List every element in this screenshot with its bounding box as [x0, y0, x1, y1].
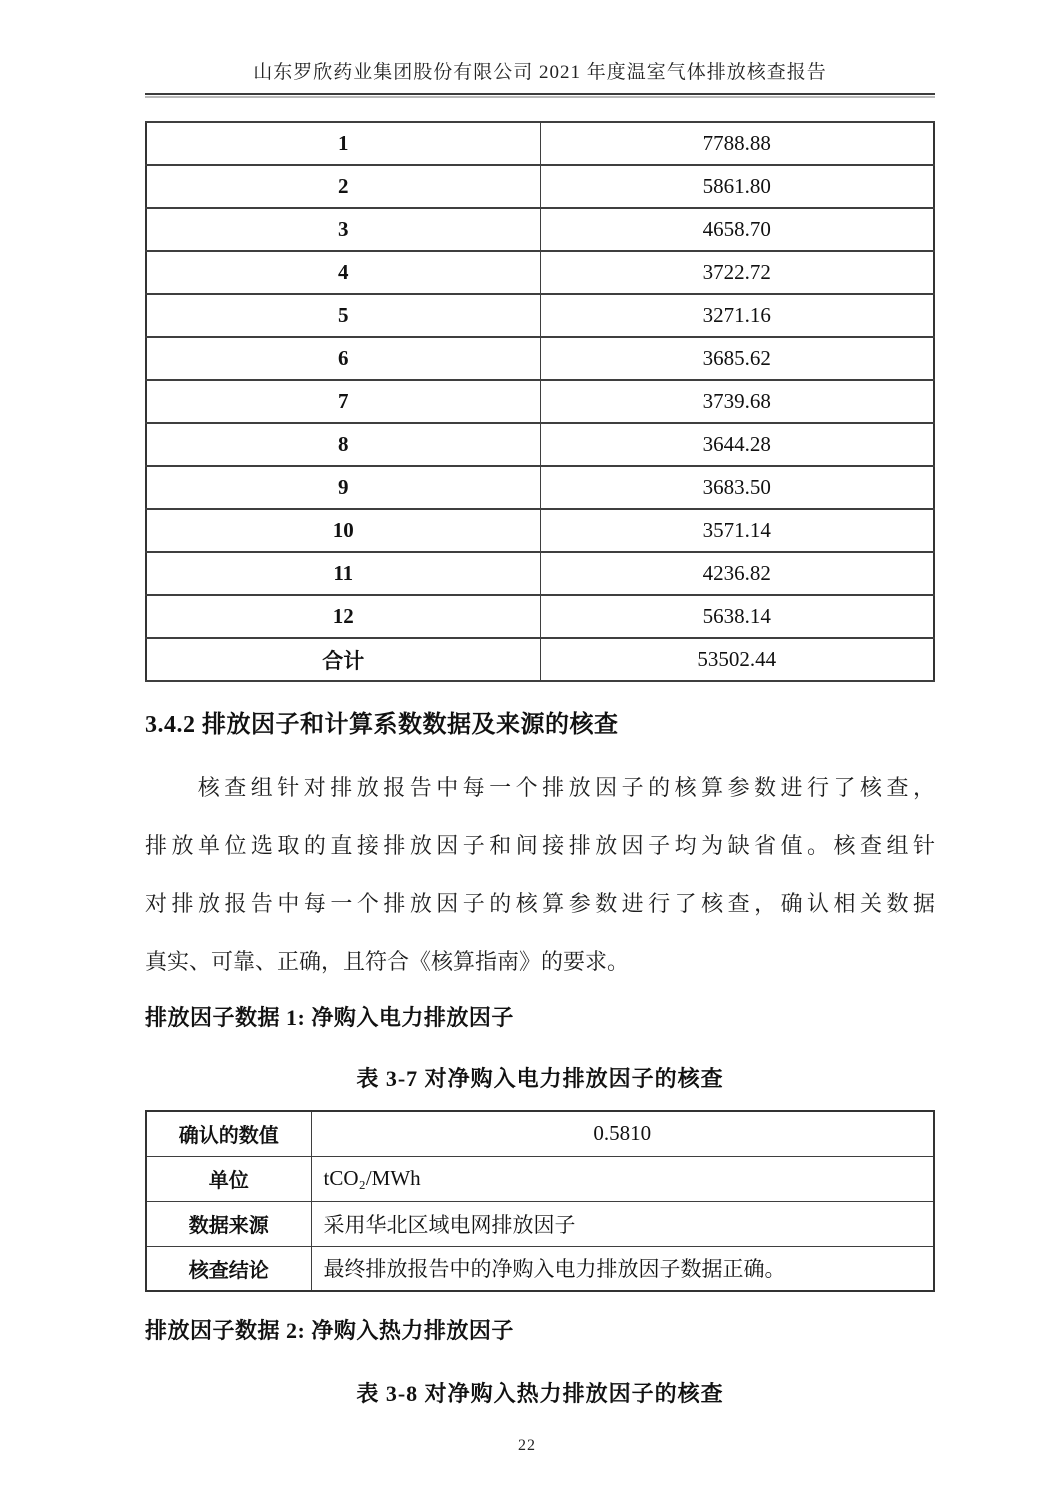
factor-row-value-cell: 最终排放报告中的净购入电力排放因子数据正确。 — [311, 1246, 934, 1291]
month-label-cell: 7 — [146, 380, 540, 423]
page-number: 22 — [518, 1437, 536, 1454]
factor1-label: 排放因子数据 1: 净购入电力排放因子 — [145, 1005, 514, 1030]
factor-row-label-cell: 核查结论 — [146, 1246, 311, 1291]
month-label-cell: 4 — [146, 251, 540, 294]
monthly-table-row — [146, 466, 934, 509]
month-value-cell: 3271.16 — [540, 294, 934, 337]
paragraph-line: 真实、可靠、正确，且符合《核算指南》的要求。 — [145, 949, 630, 974]
month-label-cell: 2 — [146, 165, 540, 208]
month-label-cell: 5 — [146, 294, 540, 337]
month-label-cell: 1 — [146, 122, 540, 165]
month-value-cell: 3739.68 — [540, 380, 934, 423]
header-rule — [145, 93, 935, 95]
factor-table-row — [146, 1201, 934, 1246]
factor-table-row — [146, 1156, 934, 1201]
month-value-cell: 5861.80 — [540, 165, 934, 208]
monthly-table-row — [146, 294, 934, 337]
month-value-cell: 4236.82 — [540, 552, 934, 595]
monthly-table-row — [146, 165, 934, 208]
monthly-table-row — [146, 208, 934, 251]
month-label-cell: 11 — [146, 552, 540, 595]
factor2-label: 排放因子数据 2: 净购入热力排放因子 — [145, 1318, 514, 1343]
month-value-cell: 7788.88 — [540, 122, 934, 165]
month-label-cell: 3 — [146, 208, 540, 251]
month-value-cell: 4658.70 — [540, 208, 934, 251]
monthly-table-body — [146, 122, 934, 681]
monthly-table-row — [146, 595, 934, 638]
electricity-factor-table — [145, 1110, 935, 1292]
section-paragraph — [145, 759, 935, 991]
factor-table-row — [146, 1111, 934, 1156]
paragraph-line: 核查组针对排放报告中每一个排放因子的核算参数进行了核查， — [197, 775, 935, 800]
month-label-cell: 6 — [146, 337, 540, 380]
factor-row-label-cell: 数据来源 — [146, 1201, 311, 1246]
page-content — [145, 0, 935, 1408]
month-value-cell: 5638.14 — [540, 595, 934, 638]
monthly-table-row — [146, 552, 934, 595]
monthly-table-row — [146, 251, 934, 294]
month-value-cell: 3683.50 — [540, 466, 934, 509]
factor-row-label-cell: 单位 — [146, 1156, 311, 1201]
table-3-8-caption: 表 3-8 对净购入热力排放因子的核查 — [356, 1381, 724, 1406]
paragraph-line: 排放单位选取的直接排放因子和间接排放因子均为缺省值。核查组针 — [145, 833, 935, 858]
section-heading-3-4-2: 3.4.2 排放因子和计算系数数据及来源的核查 — [145, 712, 619, 738]
monthly-table-row — [146, 509, 934, 552]
month-label-cell: 8 — [146, 423, 540, 466]
factor-table-row — [146, 1246, 934, 1291]
monthly-table-row — [146, 638, 934, 681]
paragraph-line: 对排放报告中每一个排放因子的核算参数进行了核查，确认相关数据 — [145, 891, 935, 916]
month-value-cell: 3571.14 — [540, 509, 934, 552]
month-label-cell: 合计 — [146, 638, 540, 681]
month-label-cell: 9 — [146, 466, 540, 509]
month-label-cell: 12 — [146, 595, 540, 638]
monthly-table-row — [146, 423, 934, 466]
month-value-cell: 3685.62 — [540, 337, 934, 380]
factor-row-value-cell: tCO₂/MWh — [311, 1156, 934, 1201]
month-value-cell: 3722.72 — [540, 251, 934, 294]
monthly-table-row — [146, 337, 934, 380]
month-label-cell: 10 — [146, 509, 540, 552]
table-3-7-caption: 表 3-7 对净购入电力排放因子的核查 — [356, 1066, 724, 1091]
month-value-cell: 3644.28 — [540, 423, 934, 466]
factor-table-body — [146, 1111, 934, 1291]
monthly-table-row — [146, 380, 934, 423]
month-value-cell: 53502.44 — [540, 638, 934, 681]
factor-row-label-cell: 确认的数值 — [146, 1111, 311, 1156]
document-header-title: 山东罗欣药业集团股份有限公司 2021 年度温室气体排放核查报告 — [253, 62, 827, 83]
monthly-emissions-table — [145, 121, 935, 682]
monthly-table-row — [146, 122, 934, 165]
factor-row-value-cell: 采用华北区域电网排放因子 — [311, 1201, 934, 1246]
factor-row-value-cell: 0.5810 — [311, 1111, 934, 1156]
